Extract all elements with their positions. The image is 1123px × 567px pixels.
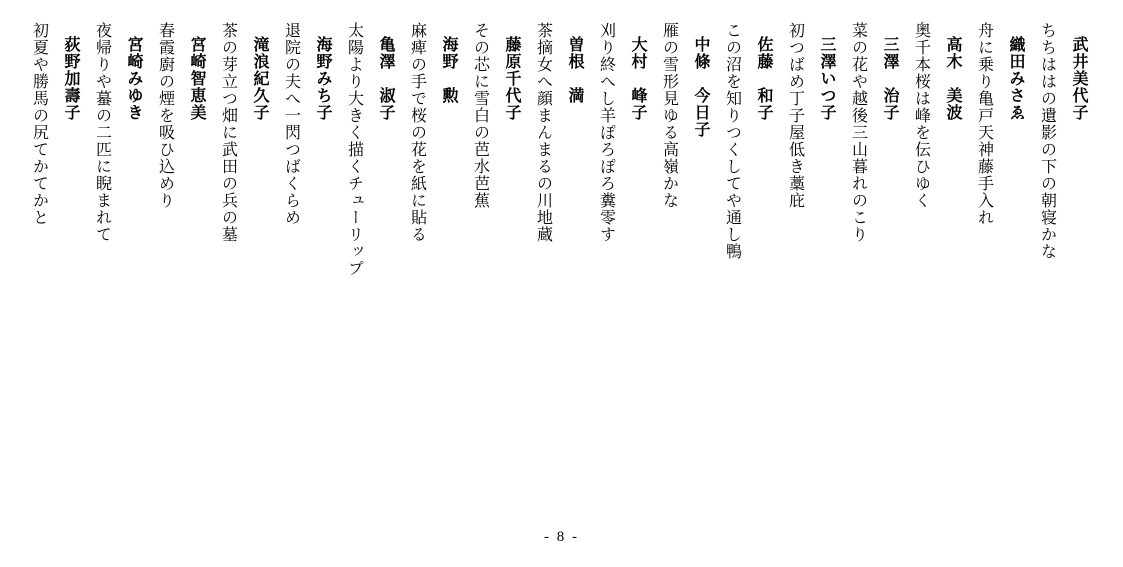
haiku-entry <box>394 22 457 243</box>
haiku-verse: 初つばめ丁子屋低き藁庇 <box>786 22 806 209</box>
haiku-author: 荻野加壽子 <box>62 36 81 121</box>
haiku-verse: 退院の夫へ一閃つばくらめ <box>282 22 302 226</box>
haiku-entry <box>646 22 709 209</box>
haiku-entry <box>520 22 583 243</box>
haiku-entry <box>205 22 268 243</box>
haiku-author: 宮崎智恵美 <box>188 36 207 121</box>
haiku-verse: この沼を知りつくしてや通し鴨 <box>723 22 743 260</box>
haiku-author: 海野 勲 <box>440 36 459 104</box>
haiku-verse: 雁の雪形見ゆる高嶺かな <box>660 22 680 209</box>
haiku-entry <box>331 22 394 277</box>
haiku-author: 三澤いつ子 <box>818 36 837 121</box>
haiku-verse: 太陽より大きく描くチューリップ <box>345 22 365 277</box>
haiku-author: 高木 美波 <box>944 36 963 121</box>
haiku-author: 宮崎みゆき <box>125 36 144 121</box>
haiku-verse: ちちははの遺影の下の朝寝かな <box>1038 22 1058 260</box>
haiku-author: 佐藤 和子 <box>755 36 774 121</box>
haiku-verse: 菜の花や越後三山暮れのこり <box>849 22 869 243</box>
haiku-author: 中條 今日子 <box>692 36 711 138</box>
haiku-entry <box>79 22 142 243</box>
haiku-entry <box>835 22 898 243</box>
haiku-entry <box>709 22 772 260</box>
haiku-entry <box>142 22 205 209</box>
page-number: - 8 - <box>544 529 579 545</box>
haiku-author: 滝浪紀久子 <box>251 36 270 121</box>
haiku-entry <box>1024 22 1087 260</box>
haiku-entry <box>457 22 520 209</box>
haiku-verse: 麻痺の手で桜の花を紙に貼る <box>408 22 428 243</box>
haiku-verse: その芯に雪白の芭水芭蕉 <box>471 22 491 209</box>
haiku-columns <box>16 22 1087 492</box>
haiku-author: 亀澤 淑子 <box>377 36 396 121</box>
haiku-author: 三澤 治子 <box>881 36 900 121</box>
haiku-author: 大村 峰子 <box>629 36 648 121</box>
haiku-entry <box>583 22 646 243</box>
haiku-verse: 夜帰りや蟇の二匹に睨まれて <box>93 22 113 243</box>
haiku-entry <box>16 22 79 226</box>
haiku-verse: 刈り終へし羊ぽろぽろ糞零す <box>597 22 617 243</box>
haiku-verse: 春霞廚の煙を吸ひ込めり <box>156 22 176 209</box>
haiku-author: 曽根 満 <box>566 36 585 104</box>
haiku-verse: 茶の芽立つ畑に武田の兵の墓 <box>219 22 239 243</box>
haiku-verse: 初夏や勝馬の尻てかてかと <box>30 22 50 226</box>
haiku-author: 藤原千代子 <box>503 36 522 121</box>
haiku-author: 織田みさゑ <box>1007 36 1026 121</box>
haiku-verse: 舟に乗り亀戸天神藤手入れ <box>975 22 995 226</box>
haiku-author: 海野みち子 <box>314 36 333 121</box>
haiku-entry <box>772 22 835 209</box>
haiku-verse: 奥千本桜は峰を伝ひゆく <box>912 22 932 209</box>
haiku-entry <box>898 22 961 209</box>
haiku-entry <box>268 22 331 226</box>
haiku-entry <box>961 22 1024 226</box>
haiku-author: 武井美代子 <box>1070 36 1089 121</box>
haiku-verse: 茶摘女へ顔まんまるの川地蔵 <box>534 22 554 243</box>
